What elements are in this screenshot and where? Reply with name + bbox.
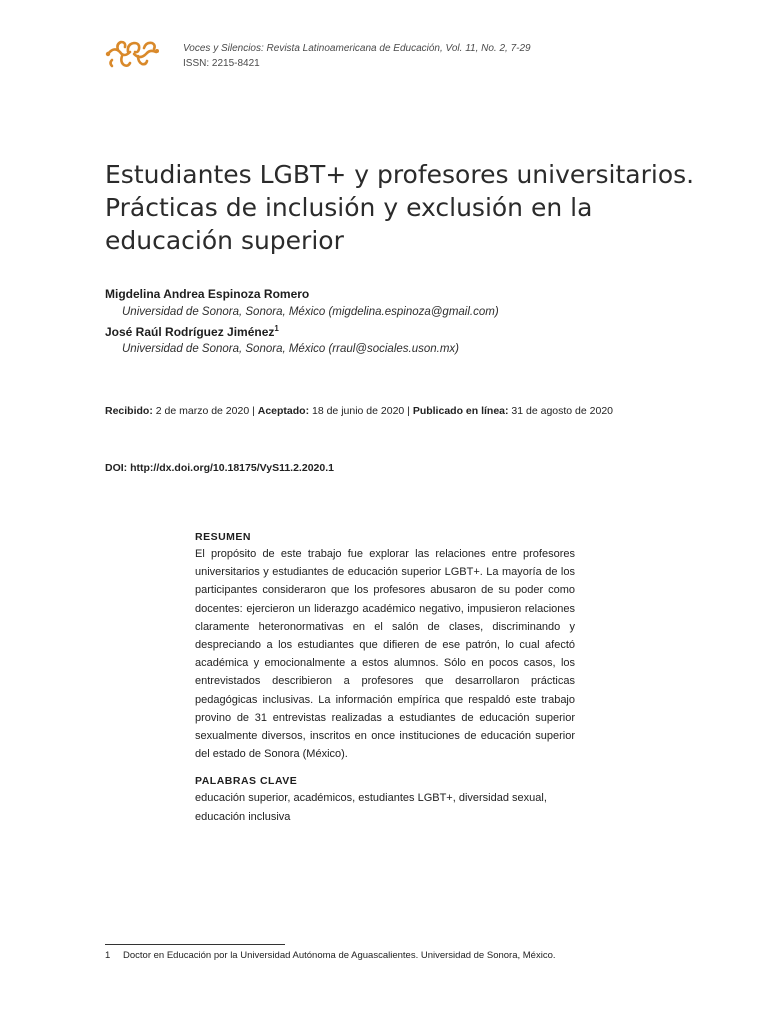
published-label: Publicado en línea: [412, 405, 509, 417]
footnote-text: Doctor en Educación por la Universidad Autónoma de Aguascalientes. Universidad de Sonora, México. [123, 950, 556, 961]
accepted-date: 18 de junio de 2020 [312, 405, 405, 417]
journal-spiral-logo-icon [104, 34, 162, 70]
abstract-text: El propósito de este trabajo fue explorar las relaciones entre profesores universitarios y estudiantes de educación superior LGBT+. La mayoría de los participantes consideraron que los profesores abusaron de su poder como docentes: ejercieron un liderazgo académico negativo, impusieron relaciones claramente heteronormativas en el salón de clases, discriminando y despreciando a los estudiantes que difieren de ese patrón, lo cual afectó académica y emocionalmente a estos alumnos. Sólo en pocos casos, los entrevistados describieron a profesores que desarrollaron prácticas pedagógicas inclusivas. La información empírica que respaldó este trabajo provino de 31 entrevistas realizadas a estudiantes de educación superior sexualmente diversos, inscritos en once instituciones de educación superior del estado de Sonora (México). [195, 548, 575, 761]
keywords-text: educación superior, académicos, estudiantes LGBT+, diversidad sexual, educación inclusiva [195, 792, 547, 823]
abstract-block [195, 531, 575, 826]
accepted-label: Aceptado: [257, 405, 310, 417]
published-date: 31 de agosto de 2020 [511, 405, 614, 417]
author-affiliation: Universidad de Sonora, Sonora, México (rraul@sociales.uson.mx) [122, 343, 460, 355]
title-line: Estudiantes LGBT+ y profesores universitarios. [105, 160, 695, 189]
abstract-heading: RESUMEN [195, 531, 252, 543]
journal-citation: Voces y Silencios: Revista Latinoamericana de Educación, Vol. 11, No. 2, 7-29 [183, 43, 531, 54]
author-name: Migdelina Andrea Espinoza Romero [105, 287, 310, 301]
title-line: Prácticas de inclusión y exclusión en la [105, 193, 593, 222]
title-line: educación superior [105, 226, 344, 255]
article-title [105, 158, 695, 257]
doi-label: DOI: [105, 462, 128, 474]
received-date: 2 de marzo de 2020 [155, 405, 250, 417]
publication-dates: Recibido: 2 de marzo de 2020 | Aceptado: 18 de junio de 2020 | Publicado en línea: 31 de agosto de 2020 [105, 405, 614, 417]
journal-issn: ISSN: 2215-8421 [183, 58, 260, 69]
footnote-mark[interactable]: 1 [274, 324, 279, 333]
author-name: José Raúl Rodríguez Jiménez$^1$ [105, 324, 279, 339]
received-label: Recibido: [105, 405, 153, 417]
journal-header [183, 41, 531, 71]
doi-link[interactable]: http://dx.doi.org/10.18175/VyS11.2.2020.1 [130, 462, 334, 474]
footnote-divider [105, 944, 285, 945]
keywords-heading: PALABRAS CLAVE [195, 775, 298, 788]
footnote [105, 950, 556, 961]
author-affiliation: Universidad de Sonora, Sonora, México (migdelina.espinoza@gmail.com) [122, 306, 499, 318]
footnote-number: 1 [105, 950, 111, 961]
doi-line [105, 462, 334, 474]
